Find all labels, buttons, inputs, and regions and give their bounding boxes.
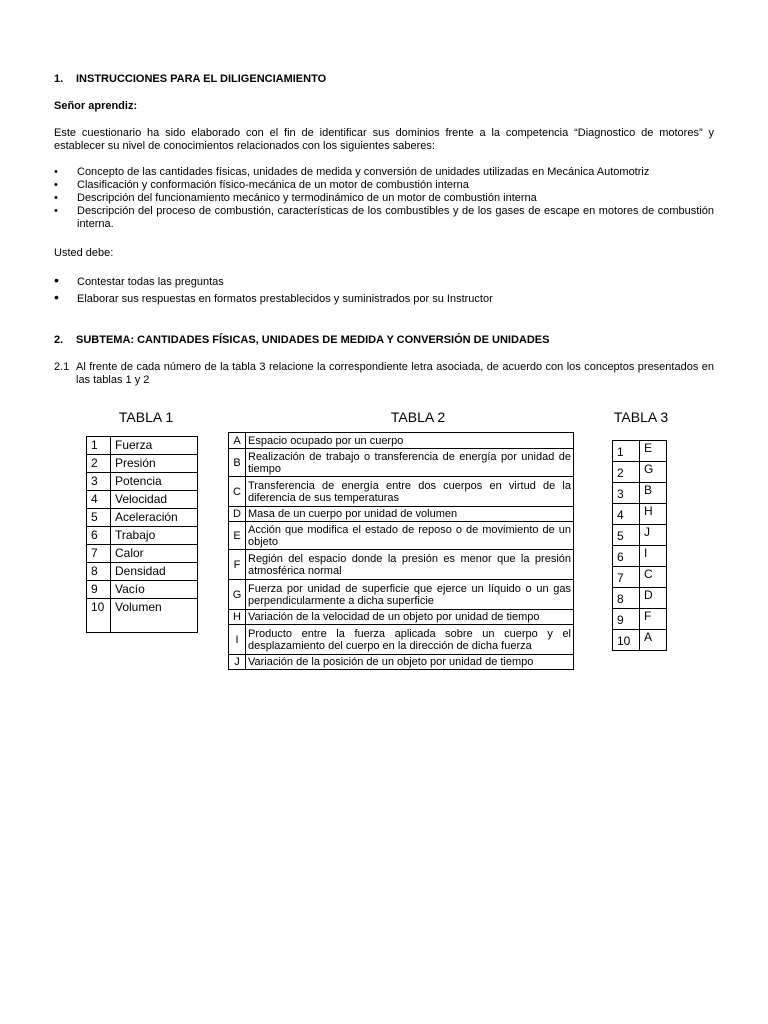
table-row: 6 I xyxy=(613,546,667,567)
table-row: 4 Velocidad xyxy=(87,491,198,509)
list-item: • Clasificación y conformación físico-mecánica de un motor de combustión interna xyxy=(54,179,469,191)
table-row: I Producto entre la fuerza aplicada sobre un cuerpo y el desplazamiento del cuerpo en la dirección de dicha fuerza xyxy=(229,625,574,655)
list-item: • Concepto de las cantidades físicas, unidades de medida y conversión de unidades utilizadas en Mecánica Automotriz xyxy=(54,166,650,178)
section1-number: 1. xyxy=(54,73,64,85)
table-row: 8 D xyxy=(613,588,667,609)
table-row: H Variación de la velocidad de un objeto por unidad de tiempo xyxy=(229,610,574,625)
section2-title: SUBTEMA: CANTIDADES FÍSICAS, UNIDADES DE MEDIDA Y CONVERSIÓN DE UNIDADES xyxy=(76,334,550,346)
table-row: F Región del espacio donde la presión es menor que la presión atmosférica normal xyxy=(229,550,574,580)
tabla1 xyxy=(86,436,198,633)
list-item: • Descripción del funcionamiento mecánico y termodinámico de un motor de combustión interna xyxy=(54,192,537,204)
question-text: Al frente de cada número de la tabla 3 relacione la correspondiente letra asociada, de acuerdo con los conceptos presentados en las tablas 1 y 2 xyxy=(76,361,714,386)
bullet-icon: • xyxy=(54,272,59,288)
must-label: Usted debe: xyxy=(54,247,114,259)
bullet-icon: • xyxy=(54,192,58,204)
section2-number: 2. xyxy=(54,334,64,346)
table-row: 3 Potencia xyxy=(87,473,198,491)
list-item: • Elaborar sus respuestas en formatos prestablecidos y suministrados por su Instructor xyxy=(54,289,493,305)
table-row: 8 Densidad xyxy=(87,563,198,581)
table-row: 5 Aceleración xyxy=(87,509,198,527)
bullet-icon: • xyxy=(54,205,58,217)
table-row: 9 F xyxy=(613,609,667,630)
table-row: 1 Fuerza xyxy=(87,437,198,455)
saberes-list xyxy=(54,166,714,231)
greeting: Señor aprendiz: xyxy=(54,100,138,112)
table-row: 7 C xyxy=(613,567,667,588)
table-row: C Transferencia de energía entre dos cuerpos en virtud de la diferencia de sus temperaturas xyxy=(229,477,574,507)
tabla2-caption: TABLA 2 xyxy=(390,409,446,425)
table-row: 4 H xyxy=(613,504,667,525)
table-row: 6 Trabajo xyxy=(87,527,198,545)
table-row: E Acción que modifica el estado de reposo o de movimiento de un objeto xyxy=(229,522,574,550)
bullet-icon: • xyxy=(54,179,58,191)
table-row: 2 G xyxy=(613,462,667,483)
table-row: 10 A xyxy=(613,630,667,651)
tabla3-caption: TABLA 3 xyxy=(613,409,669,425)
table-row: 2 Presión xyxy=(87,455,198,473)
table-row: 1 E xyxy=(613,441,667,462)
section1-title: INSTRUCCIONES PARA EL DILIGENCIAMIENTO xyxy=(76,73,327,85)
tabla1-caption: TABLA 1 xyxy=(118,409,174,425)
table-row: 9 Vacío xyxy=(87,581,198,599)
table-row: D Masa de un cuerpo por unidad de volumen xyxy=(229,507,574,522)
tabla3 xyxy=(612,440,667,651)
tabla2 xyxy=(228,432,574,670)
list-item: • Descripción del proceso de combustión, características de los combustibles y de los gases de escape en motores de combustión interna. xyxy=(54,205,714,230)
bullet-icon: • xyxy=(54,289,59,305)
table-row: 7 Calor xyxy=(87,545,198,563)
bullet-icon: • xyxy=(54,166,58,178)
table-row: J Variación de la posición de un objeto por unidad de tiempo xyxy=(229,655,574,670)
table-row: 5 J xyxy=(613,525,667,546)
table-row: G Fuerza por unidad de superficie que ejerce un líquido o un gas perpendicularmente a dicha superficie xyxy=(229,580,574,610)
intro-paragraph: Este cuestionario ha sido elaborado con el fin de identificar sus dominios frente a la competencia “Diagnostico de motores” y establecer su nivel de conocimientos relacionados con los siguientes saberes: xyxy=(54,127,714,152)
list-item: • Contestar todas las preguntas xyxy=(54,272,224,288)
table-row: 10 Volumen xyxy=(87,599,198,633)
must-list xyxy=(54,272,714,306)
table-row: 3 B xyxy=(613,483,667,504)
table-row: A Espacio ocupado por un cuerpo xyxy=(229,433,574,449)
question-number: 2.1 xyxy=(54,361,70,373)
table-row: B Realización de trabajo o transferencia de energía por unidad de tiempo xyxy=(229,449,574,477)
